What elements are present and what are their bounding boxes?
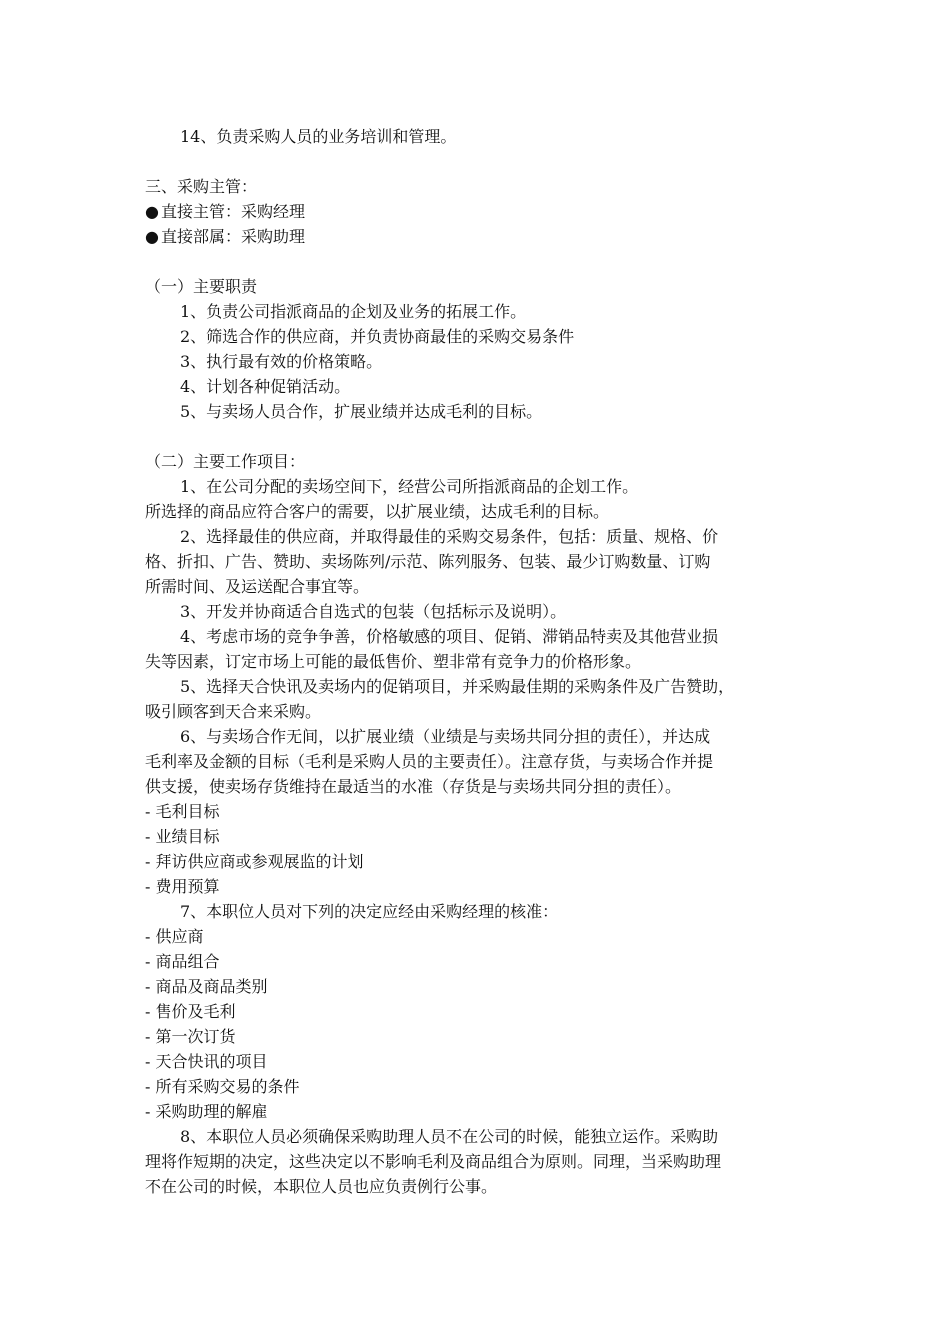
- spacer: [145, 424, 817, 449]
- dash-list-item: - 售价及毛利: [145, 1002, 236, 1021]
- work-item-4-line-1: 4、考虑市场的竞争争善，价格敏感的项目、促销、滞销品特卖及其他营业损: [180, 627, 719, 646]
- duty-item: 4、计划各种促销活动。: [180, 377, 351, 396]
- dash-list-item: - 天合快讯的项目: [145, 1052, 268, 1071]
- part-2-title: （二）主要工作项目：: [145, 452, 306, 471]
- bullet-text: 直接部属：采购助理: [161, 227, 306, 246]
- work-item-5-line-1: 5、选择天合快讯及卖场内的促销项目，并采购最佳期的采购条件及广告赞助，: [180, 677, 735, 696]
- work-item-8-line-2: 理将作短期的决定，这些决定以不影响毛利及商品组合为原则。同理，当采购助理: [145, 1152, 722, 1171]
- document-body: [145, 124, 817, 1199]
- duty-item: 3、执行最有效的价格策略。: [180, 352, 383, 371]
- section-3-title: 三、采购主管：: [145, 177, 258, 196]
- item-14: 14、负责采购人员的业务培训和管理。: [180, 127, 457, 146]
- work-item-5-line-2: 吸引顾客到天合来采购。: [145, 702, 322, 721]
- spacer: [145, 149, 817, 174]
- work-item-6-line-3: 供支援，使卖场存货维持在最适当的水准（存货是与卖场共同分担的责任）。: [145, 777, 682, 796]
- duty-item: 5、与卖场人员合作，扩展业绩并达成毛利的目标。: [180, 402, 543, 421]
- duty-item: 1、负责公司指派商品的企划及业务的拓展工作。: [180, 302, 527, 321]
- dash-list-item: - 费用预算: [145, 877, 220, 896]
- work-item-7: 7、本职位人员对下列的决定应经由采购经理的核准：: [180, 902, 559, 921]
- work-item-8-line-3: 不在公司的时候，本职位人员也应负责例行公事。: [145, 1177, 498, 1196]
- dash-list-item: - 毛利目标: [145, 802, 220, 821]
- dash-list-item: - 采购助理的解雇: [145, 1102, 268, 1121]
- duty-item: 2、筛选合作的供应商，并负责协商最佳的采购交易条件: [180, 327, 575, 346]
- work-item-8-line-1: 8、本职位人员必须确保采购助理人员不在公司的时候，能独立运作。采购助: [180, 1127, 719, 1146]
- bullet-icon: ●: [145, 227, 159, 246]
- bullet-direct-subordinate: [145, 224, 817, 249]
- work-item-6-line-1: 6、与卖场合作无间，以扩展业绩（业绩是与卖场共同分担的责任），并达成: [180, 727, 711, 746]
- work-item-1-line-1: 1、在公司分配的卖场空间下，经营公司所指派商品的企划工作。: [180, 477, 639, 496]
- work-item-2-line-1: 2、选择最佳的供应商，并取得最佳的采购交易条件，包括：质量、规格、价: [180, 527, 719, 546]
- part-1-title: （一）主要职责: [145, 277, 258, 296]
- dash-list-item: - 商品及商品类别: [145, 977, 268, 996]
- bullet-direct-supervisor: [145, 199, 817, 224]
- bullet-icon: ●: [145, 202, 159, 221]
- work-item-2-line-3: 所需时间、及运送配合事宜等。: [145, 577, 370, 596]
- work-item-3: 3、开发并协商适合自选式的包装（包括标示及说明）。: [180, 602, 567, 621]
- work-item-4-line-2: 失等因素，订定市场上可能的最低售价、塑非常有竞争力的价格形象。: [145, 652, 642, 671]
- dash-list-item: - 拜访供应商或参观展监的计划: [145, 852, 364, 871]
- bullet-text: 直接主管：采购经理: [161, 202, 306, 221]
- dash-list-item: - 商品组合: [145, 952, 220, 971]
- work-item-1-line-2: 所选择的商品应符合客户的需要，以扩展业绩，达成毛利的目标。: [145, 502, 610, 521]
- dash-list-item: - 业绩目标: [145, 827, 220, 846]
- dash-list-item: - 第一次订货: [145, 1027, 236, 1046]
- spacer: [145, 249, 817, 274]
- work-item-6-line-2: 毛利率及金额的目标（毛利是采购人员的主要责任）。注意存货，与卖场合作并提: [145, 752, 714, 771]
- dash-list-item: - 所有采购交易的条件: [145, 1077, 300, 1096]
- work-item-2-line-2: 格、折扣、广告、赞助、卖场陈列/示范、陈列服务、包装、最少订购数量、订购: [145, 552, 711, 571]
- dash-list-item: - 供应商: [145, 927, 204, 946]
